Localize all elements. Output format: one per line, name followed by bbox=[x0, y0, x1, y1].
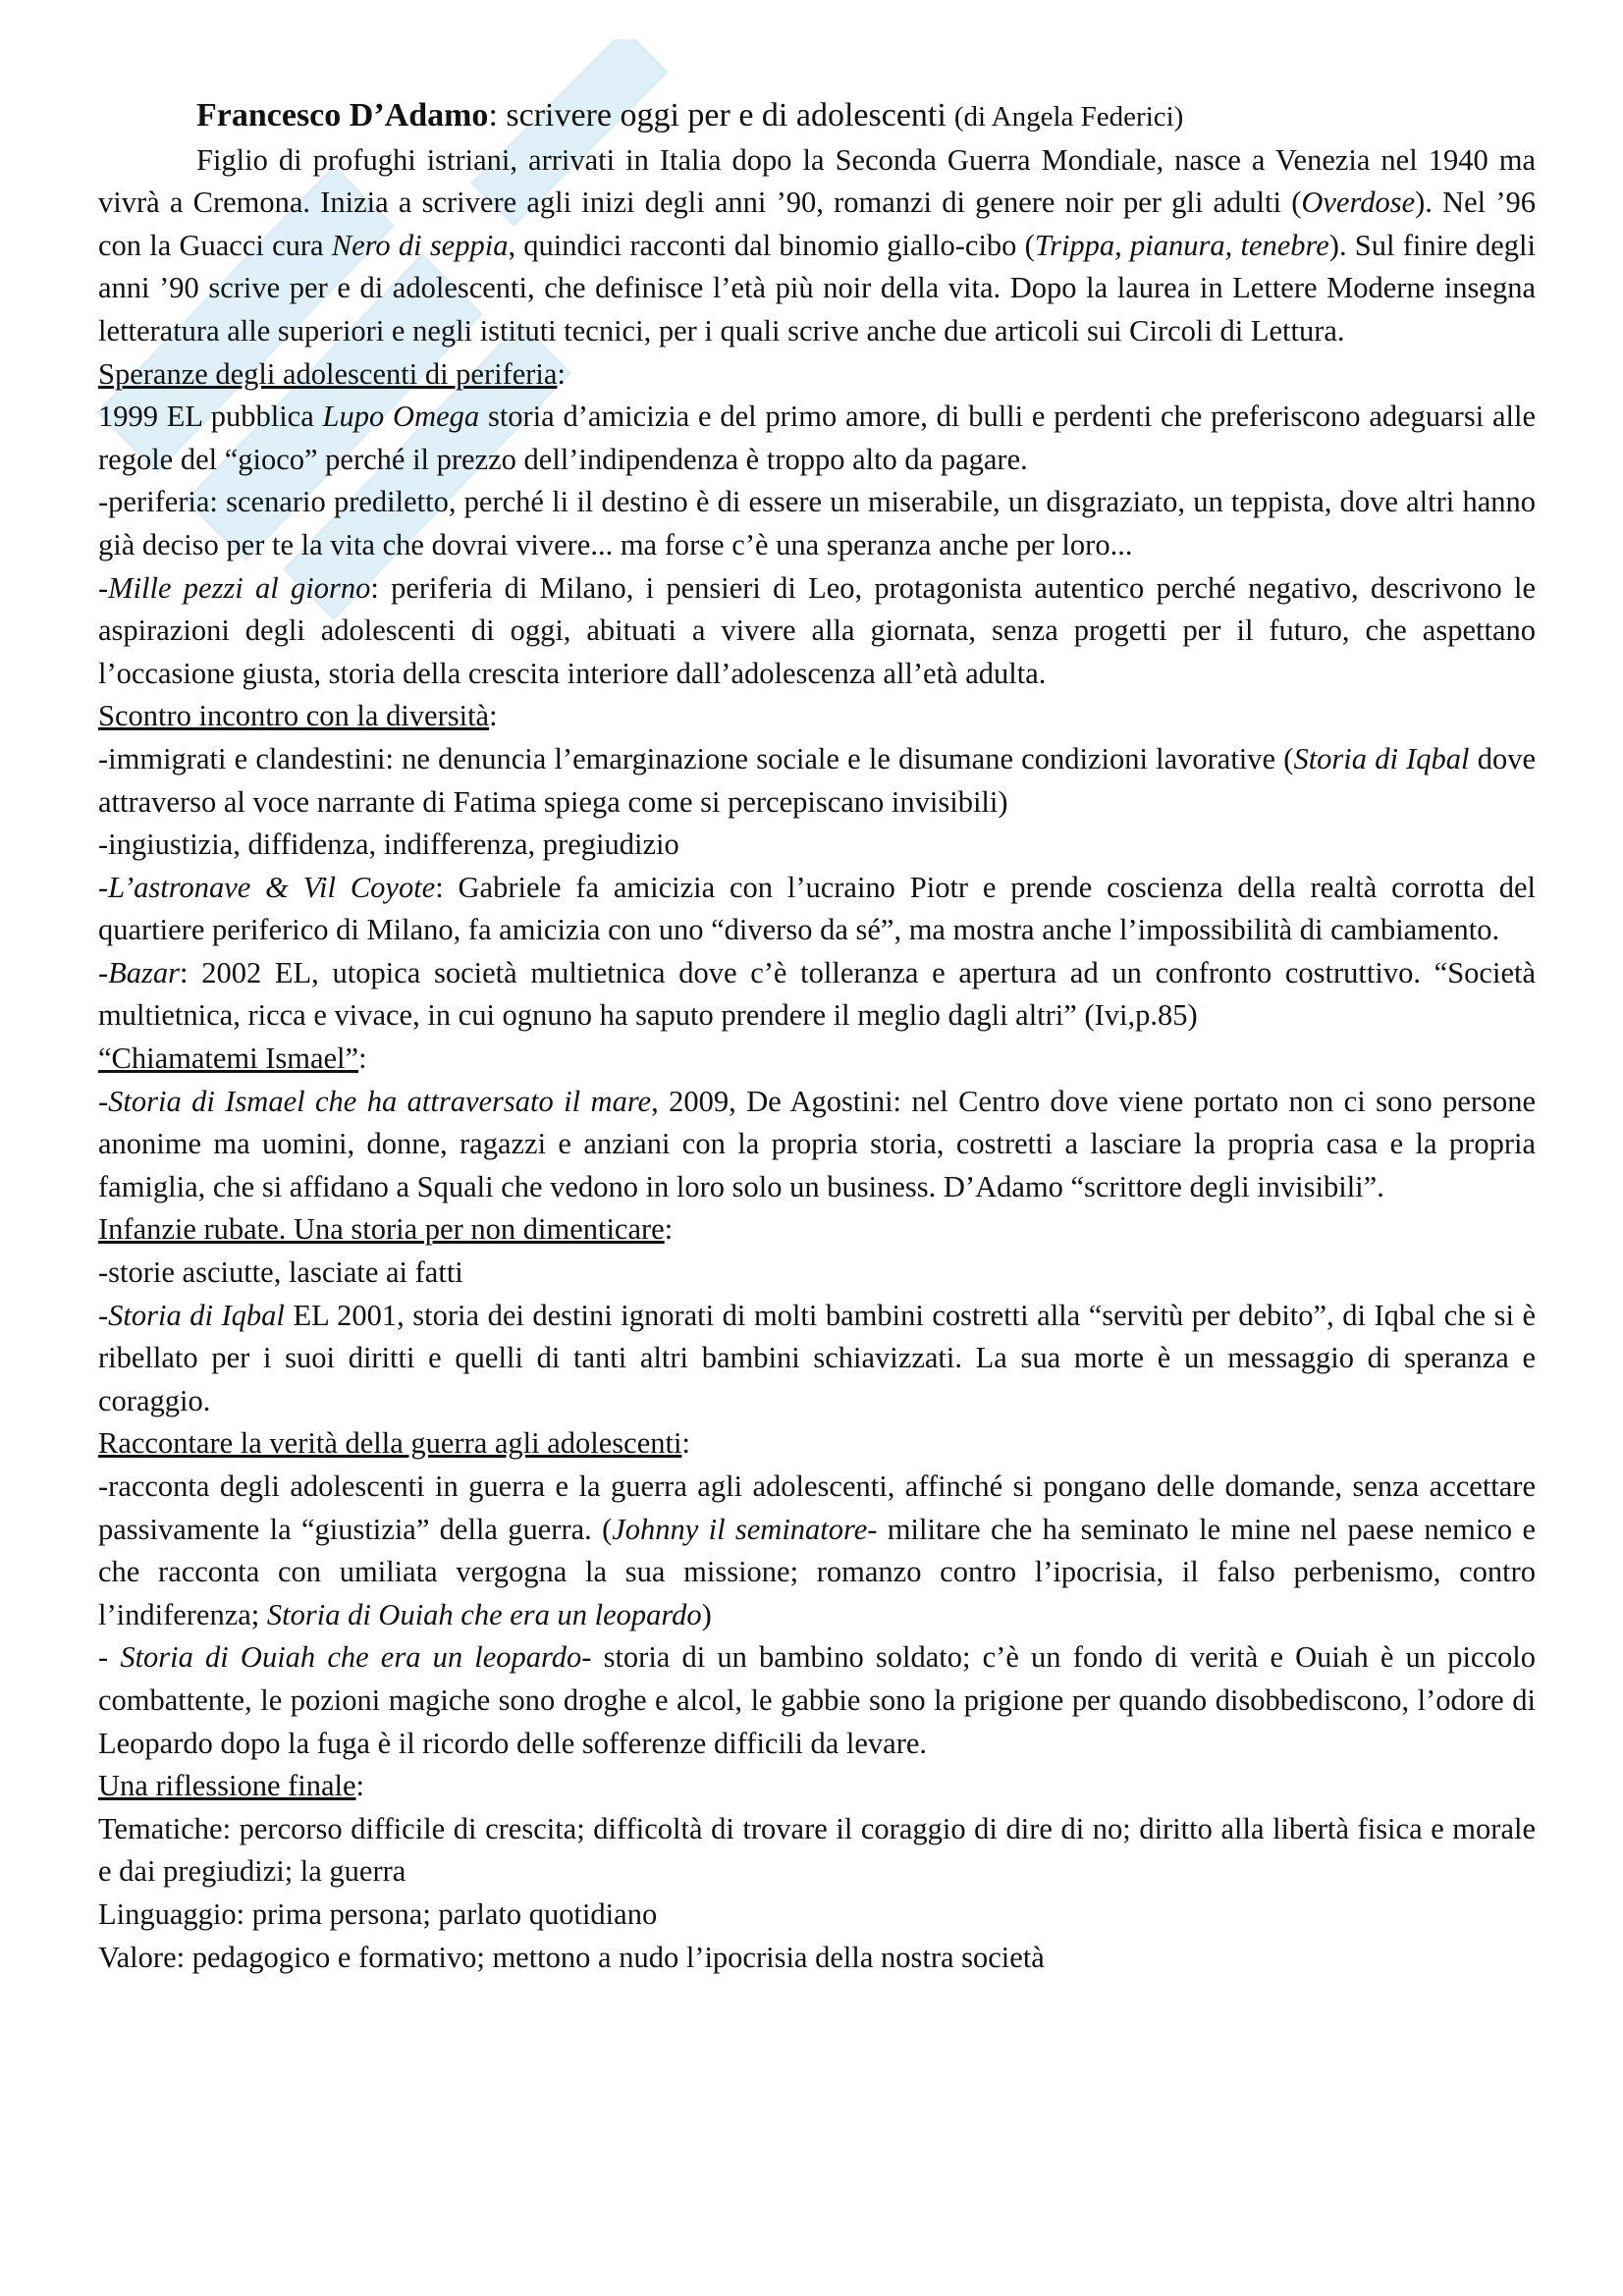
paragraph: Linguaggio: prima persona; parlato quotidiano bbox=[98, 1896, 658, 1931]
paragraph: -storie asciutte, lasciate ai fatti bbox=[98, 1255, 463, 1290]
title-byline: (di Angela Federici) bbox=[953, 101, 1184, 133]
section-heading: Scontro incontro con la diversità: bbox=[98, 699, 498, 733]
paragraph: Valore: pedagogico e formativo; mettono a nudo l’ipocrisia della nostra società bbox=[98, 1940, 1045, 1974]
paragraph: -Bazar: 2002 EL, utopica società multietnica dove c’è tolleranza e apertura ad un confronto costruttivo. “Società multietnica, ricca e vivace, in cui ognuno ha saputo prendere il meglio dagli altri” (Ivi,p.85) bbox=[98, 955, 1536, 1033]
section-heading: Una riflessione finale: bbox=[98, 1769, 365, 1803]
paragraph: -Storia di Ismael che ha attraversato il mare, 2009, De Agostini: nel Centro dove viene portato non ci sono persone anonime ma uomini, donne, ragazzi e anziani con la propria storia, costretti a lasciare la propria casa e la propria famiglia, che si affidano a Squali che vedono in loro solo un business. D’Adamo “scrittore degli invisibili”. bbox=[98, 1084, 1536, 1203]
intro-paragraph: Figlio di profughi istriani, arrivati in Italia dopo la Seconda Guerra Mondiale, nasce a Venezia nel 1940 ma vivrà a Cremona. Inizia a scrivere agli inizi degli anni ’90, romanzi di genere noir per gli adulti (Overdose). Nel ’96 con la Guacci cura Nero di seppia, quindici racconti dal binomio giallo-cibo (Trippa, pianura, tenebre). Sul finire degli anni ’90 scrive per e di adolescenti, che definisce l’età più noir della vita. Dopo la laurea in Lettere Moderne insegna letteratura alle superiori e negli istituti tecnici, per i quali scrive anche due articoli sui Circoli di Lettura. bbox=[98, 142, 1536, 347]
paragraph: -Storia di Iqbal EL 2001, storia dei destini ignorati di molti bambini costretti alla “servitù per debito”, di Iqbal che si è ribellato per i suoi diritti e quelli di tanti altri bambini schiavizzati. La sua morte è un messaggio di speranza e coraggio. bbox=[98, 1298, 1536, 1417]
section-heading: Infanzie rubate. Una storia per non dimenticare: bbox=[98, 1212, 674, 1247]
section-heading: Speranze degli adolescenti di periferia: bbox=[98, 356, 566, 391]
paragraph: -racconta degli adolescenti in guerra e la guerra agli adolescenti, affinché si pongano delle domande, senza accettare passivamente la “giustizia” della guerra. (Johnny il seminatore- militare che ha seminato le mine nel paese nemico e che racconta con umiliata vergogna la sua missione; romanzo contro l’ipocrisia, il falso perbenismo, contro l’indiferenza; Storia di Ouiah che era un leopardo) bbox=[98, 1469, 1536, 1631]
paragraph: -immigrati e clandestini: ne denuncia l’emarginazione sociale e le disumane condizioni lavorative (Storia di Iqbal dove attraverso al voce narrante di Fatima spiega come si percepiscano invisibili) bbox=[98, 741, 1537, 819]
title-subtitle: : scrivere oggi per e di adolescenti bbox=[488, 97, 947, 133]
paragraph: -periferia: scenario prediletto, perché li il destino è di essere un miserabile, un disgraziato, un teppista, dove altri hanno già deciso per te la vita che dovrai vivere... ma forse c’è una speranza anche per loro... bbox=[98, 485, 1536, 561]
title-author: Francesco D’Adamo bbox=[196, 97, 489, 133]
paragraph: - Storia di Ouiah che era un leopardo- storia di un bambino soldato; c’è un fondo di verità e Ouiah è un piccolo combattente, le pozioni magiche sono droghe e alcol, le gabbie sono la prigione per quando disobbediscono, l’odore di Leopardo dopo la fuga è il ricordo delle sofferenze difficili da levare. bbox=[98, 1640, 1536, 1760]
section-heading: “Chiamatemi Ismael”: bbox=[98, 1041, 367, 1076]
section-heading: Raccontare la verità della guerra agli adolescenti: bbox=[98, 1426, 690, 1461]
document-body bbox=[98, 94, 1536, 1979]
paragraph: Tematiche: percorso difficile di crescita; difficoltà di trovare il coraggio di dire di no; diritto alla libertà fisica e morale e dai pregiudizi; la guerra bbox=[98, 1811, 1536, 1889]
paragraph: -Mille pezzi al giorno: periferia di Milano, i pensieri di Leo, protagonista autentico perché negativo, descrivono le aspirazioni degli adolescenti di oggi, abituati a vivere alla giornata, senza progetti per il futuro, che aspettano l’occasione giusta, storia della crescita interiore dall’adolescenza all’età adulta. bbox=[98, 570, 1536, 690]
page-title bbox=[98, 94, 1536, 139]
paragraph: 1999 EL pubblica Lupo Omega storia d’amicizia e del primo amore, di bulli e perdenti che preferiscono adeguarsi alle regole del “gioco” perché il prezzo dell’indipendenza è troppo alto da pagare. bbox=[98, 400, 1536, 476]
paragraph: -ingiustizia, diffidenza, indifferenza, pregiudizio bbox=[98, 828, 679, 862]
paragraph: -L’astronave & Vil Coyote: Gabriele fa amicizia con l’ucraino Piotr e prende coscienza della realtà corrotta del quartiere periferico di Milano, fa amicizia con uno “diverso da sé”, ma mostra anche l’impossibilità di cambiamento. bbox=[98, 870, 1537, 947]
